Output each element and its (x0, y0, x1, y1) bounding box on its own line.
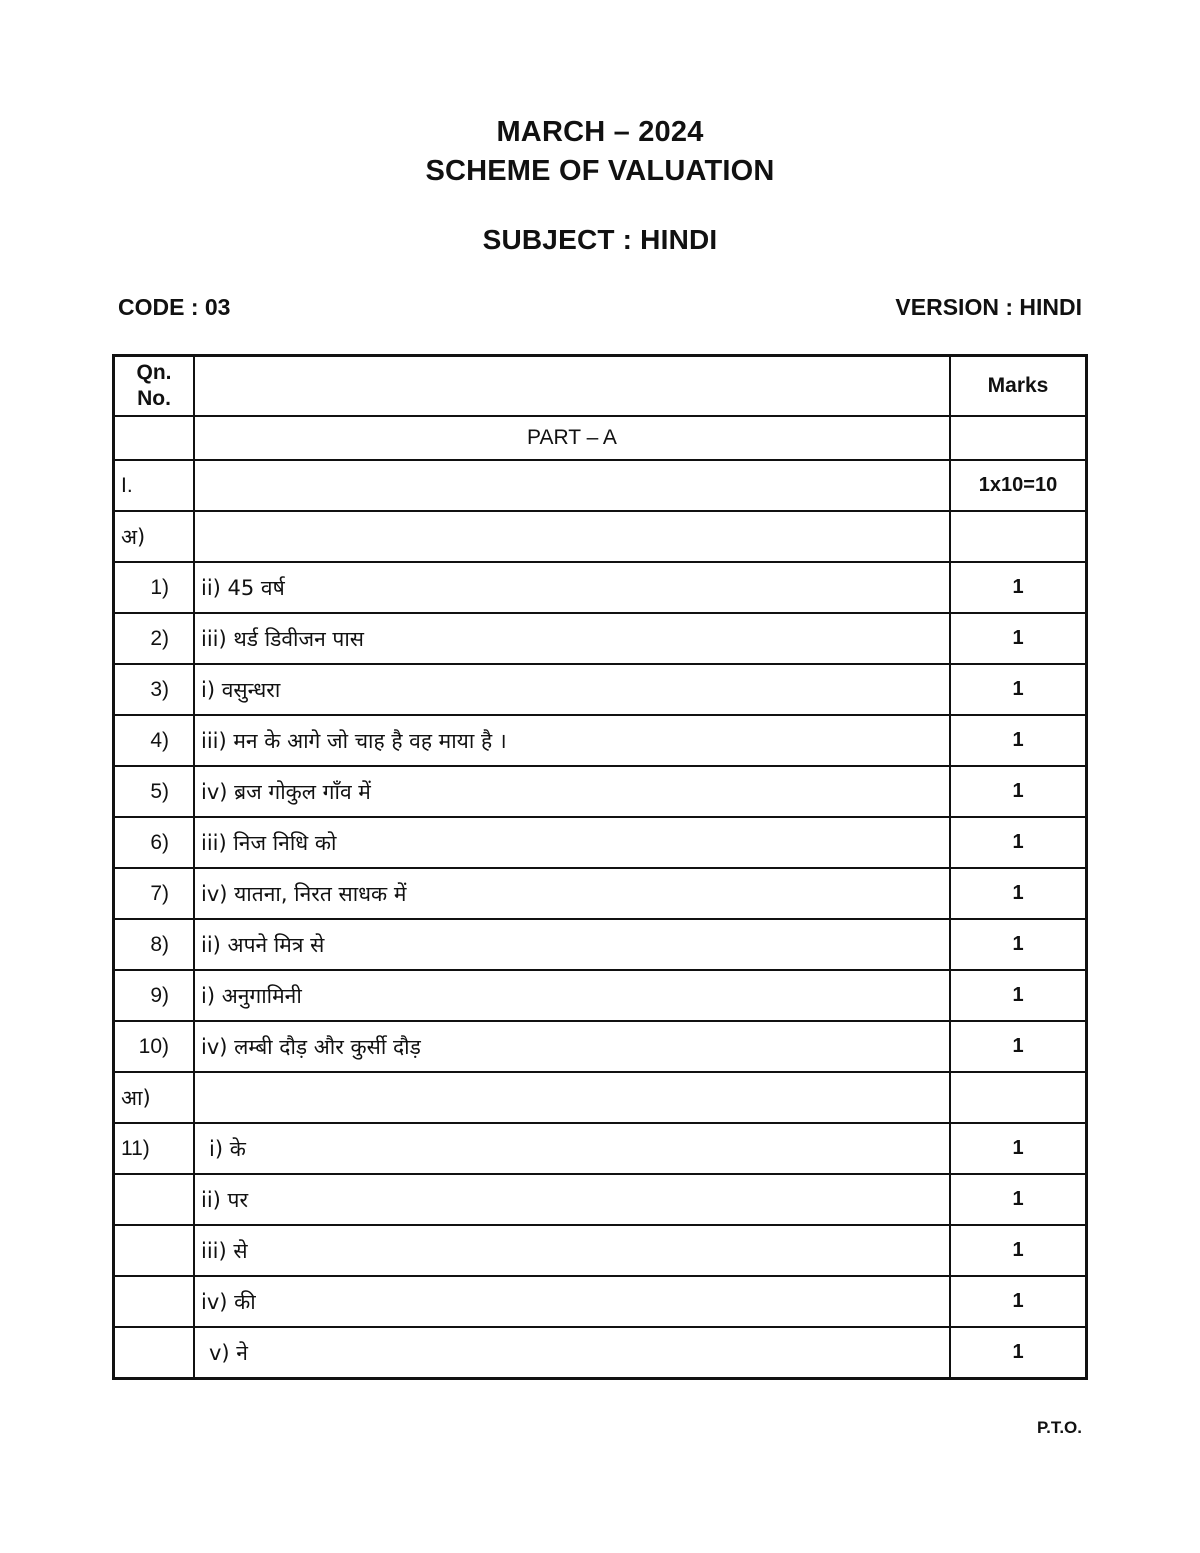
answer-text: i) वसुन्धरा (194, 664, 950, 715)
header-qn-no: Qn. No. (114, 356, 195, 417)
part-label: PART – A (194, 416, 950, 460)
table-row (114, 1021, 1087, 1072)
question-number: 4) (114, 715, 195, 766)
document-title: SCHEME OF VALUATION (425, 155, 775, 187)
q11-row (114, 1123, 1087, 1174)
marks-value: 1 (950, 562, 1087, 613)
table-row (114, 715, 1087, 766)
table-row (114, 1276, 1087, 1327)
marks-value: 1 (950, 1174, 1087, 1225)
answer-text: iv) यातना, निरत साधक में (194, 868, 950, 919)
question-number: 1) (114, 562, 195, 613)
table-row (114, 766, 1087, 817)
table-row (114, 1174, 1087, 1225)
table-row (114, 1327, 1087, 1379)
marks-value: 1 (950, 919, 1087, 970)
answer-text: v) ने (194, 1327, 950, 1379)
question-number: 10) (114, 1021, 195, 1072)
question-number (114, 1327, 195, 1379)
sub-a-answer-cell (194, 511, 950, 562)
sub-a-marks-cell (950, 511, 1087, 562)
section-i-answer-cell (194, 460, 950, 511)
marks-value: 1 (950, 1225, 1087, 1276)
marks-value: 1 (950, 664, 1087, 715)
q11-number: 11) (114, 1123, 195, 1174)
question-number: 3) (114, 664, 195, 715)
marks-value: 1 (950, 970, 1087, 1021)
answer-text: ii) 45 वर्ष (194, 562, 950, 613)
answer-text: iii) से (194, 1225, 950, 1276)
answer-text: iv) की (194, 1276, 950, 1327)
exam-month-title: MARCH – 2024 (496, 116, 704, 148)
part-qn-cell (114, 416, 195, 460)
table-row (114, 868, 1087, 919)
question-number (114, 1225, 195, 1276)
question-number: 5) (114, 766, 195, 817)
table-row (114, 817, 1087, 868)
question-number: 8) (114, 919, 195, 970)
table-row (114, 970, 1087, 1021)
answer-text: iv) लम्बी दौड़ और कुर्सी दौड़ (194, 1021, 950, 1072)
table-row (114, 1225, 1087, 1276)
sub-aa-row (114, 1072, 1087, 1123)
marks-value: 1 (950, 1327, 1087, 1379)
answer-text: iv) ब्रज गोकुल गाँव में (194, 766, 950, 817)
part-marks-cell (950, 416, 1087, 460)
table-row (114, 613, 1087, 664)
answers-a-body (114, 562, 1087, 1072)
question-number (114, 1276, 195, 1327)
part-row (114, 416, 1087, 460)
marks-value: 1 (950, 817, 1087, 868)
table-row (114, 919, 1087, 970)
valuation-table (112, 354, 1088, 1380)
sub-a-label: अ) (114, 511, 195, 562)
section-i-row (114, 460, 1087, 511)
q11-answer: i) के (194, 1123, 950, 1174)
section-i-label: I. (114, 460, 195, 511)
question-number (114, 1174, 195, 1225)
question-number: 2) (114, 613, 195, 664)
marks-value: 1 (950, 715, 1087, 766)
sub-aa-answer-cell (194, 1072, 950, 1123)
answer-text: i) अनुगामिनी (194, 970, 950, 1021)
sub-a-row (114, 511, 1087, 562)
answers-11-body (114, 1174, 1087, 1379)
header-answer (194, 356, 950, 417)
code-label: CODE : 03 (118, 294, 231, 320)
sub-aa-marks-cell (950, 1072, 1087, 1123)
sub-aa-label: आ) (114, 1072, 195, 1123)
answer-text: ii) पर (194, 1174, 950, 1225)
table-header-row (114, 356, 1087, 417)
marks-value: 1 (950, 868, 1087, 919)
table-row (114, 664, 1087, 715)
answer-text: iii) थर्ड डिवीजन पास (194, 613, 950, 664)
question-number: 9) (114, 970, 195, 1021)
answer-text: iii) निज निधि को (194, 817, 950, 868)
section-i-marks: 1x10=10 (950, 460, 1087, 511)
subject-label: SUBJECT : HINDI (482, 224, 718, 255)
answer-text: iii) मन के आगे जो चाह है वह माया है । (194, 715, 950, 766)
answer-text: ii) अपने मित्र से (194, 919, 950, 970)
marks-value: 1 (950, 1276, 1087, 1327)
version-label: VERSION : HINDI (895, 294, 1082, 320)
header-marks: Marks (950, 356, 1087, 417)
question-number: 6) (114, 817, 195, 868)
marks-value: 1 (950, 766, 1087, 817)
q11-marks: 1 (950, 1123, 1087, 1174)
pto-label: P.T.O. (1036, 1418, 1082, 1437)
question-number: 7) (114, 868, 195, 919)
marks-value: 1 (950, 1021, 1087, 1072)
marks-value: 1 (950, 613, 1087, 664)
table-row (114, 562, 1087, 613)
